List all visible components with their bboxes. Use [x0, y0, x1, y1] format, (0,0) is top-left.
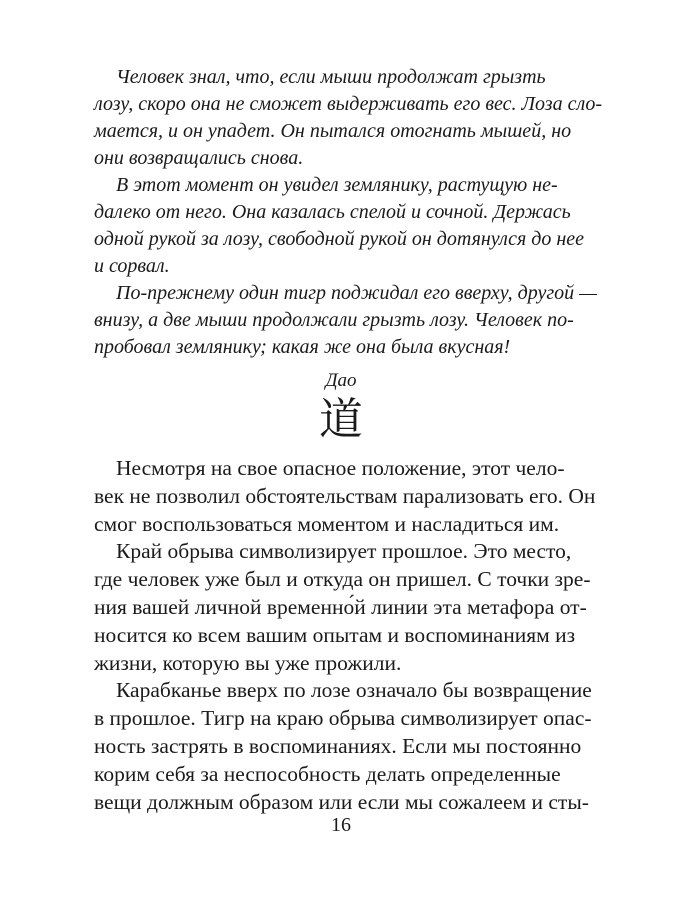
text-line: корим себя за неспособность делать определенные [94, 761, 561, 786]
dao-caption: Дао [325, 370, 357, 391]
main-text-block [94, 455, 596, 816]
regular-paragraph-2 [94, 538, 591, 677]
text-line: Несмотря на свое опасное положение, этот чело- [116, 456, 565, 480]
text-line: вещи должным образом или если мы сожалеем и сты- [94, 789, 589, 814]
text-line: В этот момент он увидел землянику, растущую не- [116, 174, 558, 196]
text-line: мается, и он упадет. Он пытался отогнать мышей, но [94, 120, 572, 142]
text-line: ность застрять в воспоминаниях. Если мы постоянно [94, 733, 582, 758]
text-line: Край обрыва символизирует прошлое. Это место, [116, 539, 572, 564]
text-line: смог воспользоваться моментом и насладиться им. [94, 511, 560, 536]
page-number: 16 [331, 814, 351, 836]
text-line: жизни, которую вы уже прожили. [94, 650, 402, 675]
italic-paragraph-2 [94, 172, 586, 280]
text-line: далеко от него. Она казалась спелой и сочной. Держась [94, 201, 571, 223]
text-line: лозу, скоро она не сможет выдерживать его вес. Лоза сло- [94, 93, 603, 115]
text-line: пробовал землянику; какая же она была вкусная! [94, 336, 511, 358]
text-line: носится ко всем вашим опытам и воспоминаниям из [94, 622, 576, 647]
text-line: и сорвал. [94, 255, 170, 277]
italic-story-block [94, 64, 603, 361]
text-line: внизу, а две мыши продолжали грызть лозу. Человек по- [94, 309, 574, 331]
text-line: они возвращались снова. [94, 147, 304, 169]
text-line: По-прежнему один тигр поджидал его вверху, другой — [116, 282, 597, 304]
text-line: ния вашей личной временно́й линии эта метафора от- [94, 594, 587, 619]
text-line: где человек уже был и откуда он пришел. С точки зре- [94, 567, 591, 592]
italic-paragraph-1 [94, 64, 603, 172]
italic-paragraph-3 [94, 280, 597, 361]
text-line: одной рукой за лозу, свободной рукой он дотянулся до нее [94, 228, 585, 250]
regular-paragraph-1 [94, 455, 596, 538]
text-line: век не позволил обстоятельствам парализовать его. Он [94, 483, 596, 508]
text-line: в прошлое. Тигр на краю обрыва символизирует опас- [94, 706, 592, 731]
regular-paragraph-3 [94, 677, 592, 816]
text-line: Карабканье вверх по лозе означало бы возвращение [116, 678, 592, 703]
text-line: Человек знал, что, если мыши продолжат грызть [116, 66, 546, 88]
dao-character: 道 [319, 395, 363, 444]
